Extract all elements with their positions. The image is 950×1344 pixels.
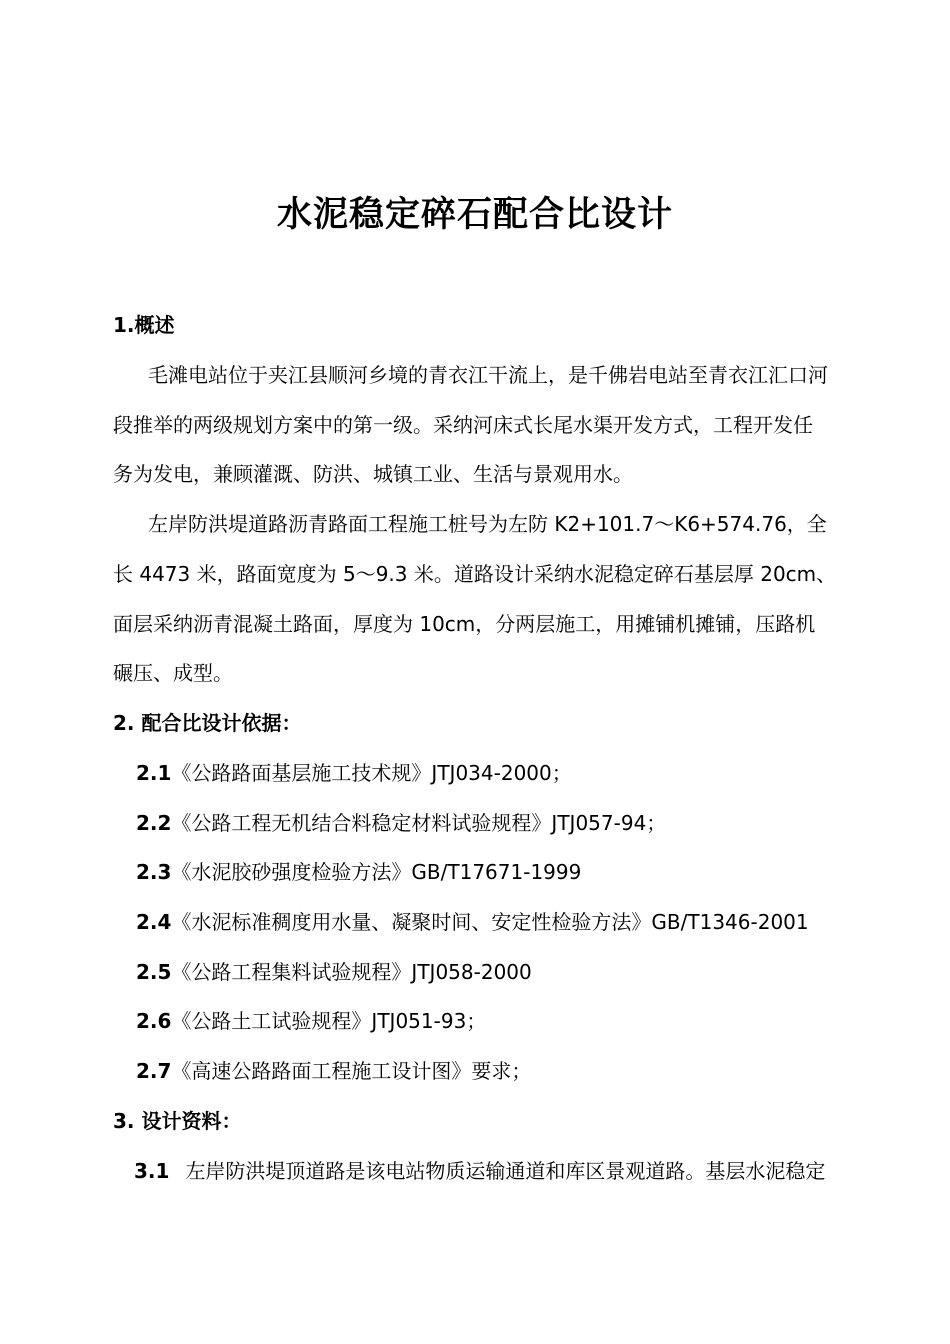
reference-number: 2.2 — [136, 811, 172, 835]
reference-item — [136, 1056, 876, 1086]
reference-text: 《公路土工试验规程》JTJ051-93； — [171, 1009, 487, 1033]
paragraph-line: 毛滩电站位于夹江县顺河乡境的青衣江干流上，是千佛岩电站至青衣江汇口河 — [148, 363, 828, 387]
reference-number: 2.4 — [136, 910, 172, 934]
reference-text: 《公路路面基层施工技术规》JTJ034-2000； — [171, 761, 572, 785]
reference-text: 《高速公路路面工程施工设计图》要求； — [171, 1059, 532, 1083]
item-text: 左岸防洪堤顶道路是该电站物质运输通道和库区景观道路。基层水泥稳定 — [185, 1159, 826, 1183]
reference-number: 2.5 — [136, 960, 172, 984]
section-heading-overview: 1.概述 — [113, 313, 175, 337]
paragraph-line: 面层采纳沥青混凝土路面，厚度为 10cm，分两层施工，用摊铺机摊铺，压路机 — [113, 612, 816, 636]
reference-item — [136, 907, 876, 937]
reference-number: 2.6 — [136, 1009, 172, 1033]
item-number: 3.1 — [134, 1159, 170, 1183]
paragraph-line: 长 4473 米，路面宽度为 5～9.3 米。道路设计采纳水泥稳定碎石基层厚 20cm、 — [113, 562, 837, 586]
reference-text: 《公路工程集料试验规程》JTJ058-2000 — [171, 960, 532, 984]
section-heading-design-basis: 2. 配合比设计依据： — [113, 711, 302, 735]
design-data-item — [134, 1156, 874, 1186]
reference-item — [136, 957, 876, 987]
document-title: 水泥稳定碎石配合比设计 — [276, 195, 673, 235]
paragraph-line: 左岸防洪堤道路沥青路面工程施工桩号为左防 K2+101.7～K6+574.76，全 — [148, 512, 827, 536]
section-heading-design-data: 3. 设计资料： — [113, 1109, 242, 1133]
reference-item — [136, 758, 876, 788]
reference-number: 2.1 — [136, 761, 172, 785]
reference-item — [136, 808, 876, 838]
reference-text: 《水泥胶砂强度检验方法》GB/T17671-1999 — [171, 860, 582, 884]
reference-text: 《公路工程无机结合料稳定材料试验规程》JTJ057-94； — [171, 811, 667, 835]
reference-number: 2.3 — [136, 860, 172, 884]
reference-item — [136, 1006, 876, 1036]
paragraph-line: 段推举的两级规划方案中的第一级。采纳河床式长尾水渠开发方式，工程开发任 — [113, 413, 813, 437]
reference-number: 2.7 — [136, 1059, 172, 1083]
paragraph-line: 碾压、成型。 — [113, 661, 233, 685]
reference-item — [136, 857, 876, 887]
paragraph-line: 务为发电，兼顾灌溉、防洪、城镇工业、生活与景观用水。 — [113, 462, 633, 486]
reference-text: 《水泥标准稠度用水量、凝聚时间、安定性检验方法》GB/T1346-2001 — [171, 910, 809, 934]
